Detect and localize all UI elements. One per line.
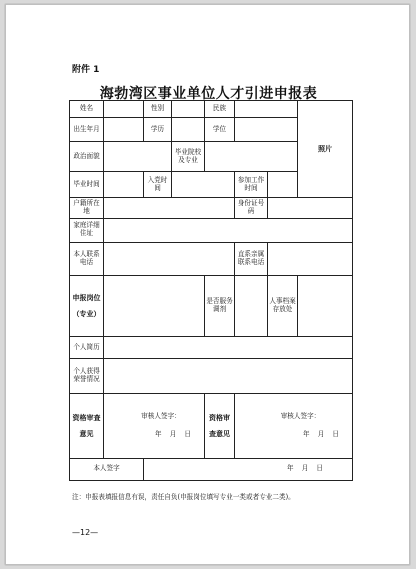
- label-work-time: 参加工作时间: [235, 172, 268, 197]
- label-school-major: 毕业院校及专业: [172, 141, 205, 172]
- field-degree[interactable]: [235, 118, 298, 141]
- field-address[interactable]: [104, 219, 353, 242]
- field-self-sign[interactable]: [144, 458, 353, 480]
- photo-box: 照片: [298, 101, 353, 198]
- field-birth[interactable]: [104, 118, 144, 141]
- label-degree: 学位: [205, 118, 235, 141]
- label-self-sign: 本人签字: [70, 458, 144, 480]
- field-awards[interactable]: [104, 358, 353, 394]
- form-note: 注：申报表填报信息有误，责任自负(申报岗位填写专业一类或者专业二类)。: [72, 493, 295, 501]
- field-party-time[interactable]: [172, 172, 235, 197]
- review-sign-2[interactable]: [235, 394, 353, 458]
- field-household[interactable]: [104, 197, 235, 218]
- label-name: 姓名: [70, 101, 104, 118]
- field-id-number[interactable]: [268, 197, 353, 218]
- field-gender[interactable]: [172, 101, 205, 118]
- page-number: —12—: [72, 528, 99, 537]
- field-phone[interactable]: [104, 242, 235, 276]
- form-title: 海勃湾区事业单位人才引进申报表: [99, 86, 318, 102]
- label-review-2: 资格审查意见: [205, 394, 235, 458]
- row-awards: [70, 358, 353, 394]
- row-position: [70, 276, 353, 337]
- label-political: 政治面貌: [70, 141, 104, 172]
- field-resume[interactable]: [104, 337, 353, 358]
- application-form-table: [69, 100, 353, 481]
- field-education[interactable]: [172, 118, 205, 141]
- label-address: 家庭详细住址: [70, 219, 104, 242]
- label-awards: 个人获得荣誉情况: [70, 358, 104, 394]
- row-phone: [70, 242, 353, 276]
- label-household: 户籍所在地: [70, 197, 104, 218]
- field-political[interactable]: [104, 141, 172, 172]
- row-address: [70, 219, 353, 242]
- label-review-1: 资格审查意见: [70, 394, 104, 458]
- review-date-2: 年 月 日: [303, 429, 339, 438]
- field-ethnicity[interactable]: [235, 101, 298, 118]
- field-transfer[interactable]: [235, 276, 268, 337]
- label-transfer: 是否服务调剂: [205, 276, 235, 337]
- label-education: 学历: [144, 118, 172, 141]
- field-name[interactable]: [104, 101, 144, 118]
- reviewer-signature-label-1: 审核人签字：: [141, 412, 181, 421]
- reviewer-signature-label-2: 审核人签字：: [280, 412, 321, 421]
- label-party-time: 入党时间: [144, 172, 172, 197]
- field-work-time[interactable]: [268, 172, 298, 197]
- label-resume: 个人简历: [70, 337, 104, 358]
- review-sign-1[interactable]: [104, 394, 205, 458]
- label-phone: 本人联系电话: [70, 242, 104, 276]
- label-archive: 人事档案存放处: [268, 276, 298, 337]
- row-household: [70, 197, 353, 218]
- row-resume: [70, 337, 353, 358]
- field-archive[interactable]: [298, 276, 353, 337]
- attachment-label: 附件 1: [72, 65, 100, 75]
- label-ethnicity: 民族: [205, 101, 235, 118]
- self-sign-date: 年 月 日: [287, 464, 323, 473]
- row-review: [70, 394, 353, 458]
- row-self-sign: [70, 458, 353, 480]
- review-date-1: 年 月 日: [155, 429, 191, 438]
- document-page: [5, 4, 410, 565]
- label-birth: 出生年月: [70, 118, 104, 141]
- field-grad-time[interactable]: [104, 172, 144, 197]
- field-position[interactable]: [104, 276, 205, 337]
- label-grad-time: 毕业时间: [70, 172, 104, 197]
- label-id-number: 身份证号码: [235, 197, 268, 218]
- label-position: 申报岗位（专业）: [70, 276, 104, 337]
- field-relative-phone[interactable]: [268, 242, 353, 276]
- row-name: [70, 101, 353, 118]
- label-gender: 性别: [144, 101, 172, 118]
- field-school-major[interactable]: [205, 141, 298, 172]
- label-relative-phone: 直系亲属联系电话: [235, 242, 268, 276]
